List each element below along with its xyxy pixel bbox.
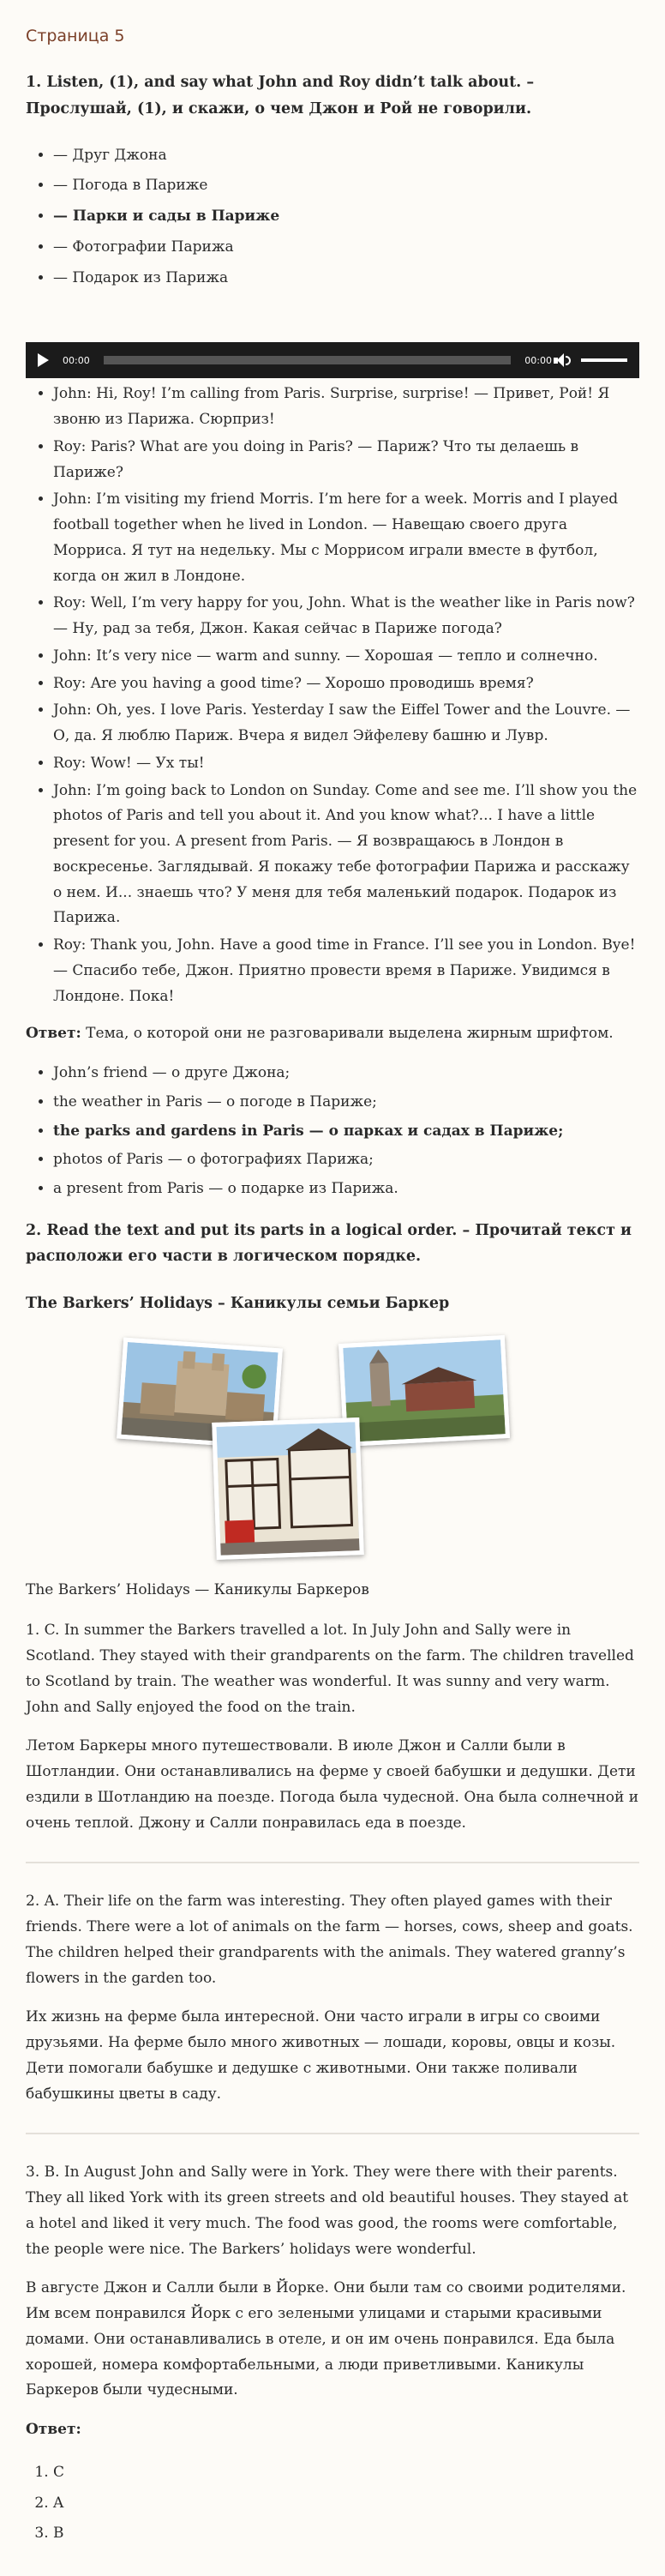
holiday-photos-illustration — [0, 1334, 665, 1566]
answer-item: • John’s friend — о друге Джона; — [53, 1061, 639, 1086]
play-icon[interactable] — [38, 353, 49, 367]
order-item: 2. A — [53, 2491, 639, 2517]
order-item: 3. B — [53, 2521, 639, 2547]
part-en: 1. C. In summer the Barkers travelled a lot. In July John and Sally were in Scotland. They stayed with their grandparents on the farm. The children travelled to Scotland by train. The weather was wonderful. It was sunny and very warm. John and Sally enjoyed the food on the train. — [26, 1622, 634, 1716]
task2-answer-label: Ответ: — [26, 2421, 81, 2439]
dialogue-line: • John: I’m visiting my friend Morris. I’m here for a week. Morris and I played football together when he lived in London. — Навещаю своего друга Морриса. Я тут на недельку. Мы с Моррисом играли вместе в футбол, когда он жил в Лондоне. — [53, 487, 639, 589]
theme-item: • — Друг Джона — [53, 143, 639, 169]
audio-player — [26, 342, 639, 378]
themes-list — [26, 143, 639, 292]
story-title: The Barkers’ Holidays – Каникулы семьи Баркер — [26, 1295, 450, 1312]
part-ru: В августе Джон и Салли были в Йорке. Они были там со своими родителями. Им всем понравился Йорк с его зелеными улицами и старыми красивыми домами. Они останавливались в отеле, и он им очень понравился. Еда была хорошей, номера комфортабельными, а люди приветливыми. Каникулы Баркеров были чудесными. — [26, 2279, 626, 2399]
answer-text: Тема, о которой они не разговаривали выделена жирным шрифтом. — [81, 1025, 614, 1043]
answers-list — [26, 1061, 639, 1202]
volume-icon[interactable] — [554, 352, 571, 368]
dialogue-line: • Roy: Paris? What are you doing in Paris? — Париж? Что ты делаешь в Париже? — [53, 435, 639, 486]
dialogue-list — [26, 382, 639, 1009]
answer-paragraph — [26, 1021, 639, 1047]
answer-item-highlighted: • the parks and gardens in Paris — о парках и садах в Париже; — [53, 1119, 639, 1145]
dialogue-line: • Roy: Are you having a good time? — Хорошо проводишь время? — [53, 671, 639, 697]
answer-item: • the weather in Paris — о погоде в Париже; — [53, 1090, 639, 1116]
dialogue-line: • John: Oh, yes. I love Paris. Yesterday I saw the Eiffel Tower and the Louvre. — О, да. Я люблю Париж. Вчера я видел Эйфелеву башню и Лувр. — [53, 698, 639, 749]
current-time: 00:00 — [63, 354, 90, 366]
answer-label: Ответ: — [26, 1025, 81, 1043]
task1-title: 1. Listen, (1), and say what John and Roy didn’t talk about. – Прослушай, (1), и скажи, о чем Джон и Рой не говорили. — [26, 74, 535, 117]
order-item: 1. C — [53, 2460, 639, 2486]
part-en: 3. B. In August John and Sally were in York. They were there with their parents. They all liked York with its green streets and old beautiful houses. They stayed at a hotel and liked it very much. The food was good, the rooms were comfortable, the people were nice. The Barkers’ holidays were wonderful. — [26, 2164, 629, 2258]
photo-york-street — [212, 1417, 363, 1560]
part-ru: Летом Баркеры много путешествовали. В июле Джон и Салли были в Шотландии. Они останавливались на ферме у своей бабушки и дедушки. Дети ездили в Шотландию на поезде. Погода была чудесной. Она была солнечной и очень теплой. Джону и Салли понравилась еда в поезде. — [26, 1737, 639, 1832]
dialogue-line: • Roy: Wow! — Ух ты! — [53, 751, 639, 777]
theme-item: • — Подарок из Парижа — [53, 266, 639, 292]
total-time: 00:00 — [524, 354, 552, 366]
page-label: Страница 5 — [26, 27, 125, 45]
order-list — [26, 2460, 639, 2547]
progress-track[interactable] — [104, 356, 512, 364]
dialogue-line: • Roy: Thank you, John. Have a good time in France. I’ll see you in London. Bye! — Спасибо тебе, Джон. Приятно провести время в Париже. Увидимся в Лондоне. Пока! — [53, 933, 639, 1009]
illustration-caption: The Barkers’ Holidays — Каникулы Баркеров — [26, 1580, 369, 1598]
task2-title: 2. Read the text and put its parts in a logical order. – Прочитай текст и расположи его части в логическом порядке. — [26, 1221, 632, 1266]
divider — [26, 2133, 639, 2134]
dialogue-line: • John: It’s very nice — warm and sunny. — Хорошая — тепло и солнечно. — [53, 644, 639, 670]
divider — [26, 1862, 639, 1863]
theme-item: • — Фотографии Парижа — [53, 235, 639, 261]
volume-slider[interactable] — [581, 358, 627, 362]
part-ru: Их жизнь на ферме была интересной. Они часто играли в игры со своими друзьями. На ферме было много животных — лошади, коровы, овцы и козы. Дети помогали бабушке и дедушке с животными. Они также поливали бабушкины цветы в саду. — [26, 2008, 616, 2103]
answer-item: • a present from Paris — о подарке из Парижа. — [53, 1177, 639, 1202]
part-en: 2. A. Their life on the farm was interesting. They often played games with their friends. There were a lot of animals on the farm — horses, cows, sheep and goats. The children helped their grandparents with the animals. They watered granny’s flowers in the garden too. — [26, 1893, 633, 1987]
answer-item: • photos of Paris — о фотографиях Парижа; — [53, 1147, 639, 1173]
photo-york-houses — [338, 1335, 510, 1447]
dialogue-line: • Roy: Well, I’m very happy for you, John. What is the weather like in Paris now? — Ну, рад за тебя, Джон. Какая сейчас в Париже погода? — [53, 591, 639, 642]
theme-item: • — Погода в Париже — [53, 173, 639, 199]
dialogue-line: • John: Hi, Roy! I’m calling from Paris. Surprise, surprise! — Привет, Рой! Я звоню из Парижа. Сюрприз! — [53, 382, 639, 433]
dialogue-line: • John: I’m going back to London on Sunday. Come and see me. I’ll show you the photos of Paris and tell you about it. And you know what?... I have a little present for you. A present from Paris. — Я возвращаюсь в Лондон в воскресенье. Заглядывай. Я покажу тебе фотографии Парижа и расскажу о нем. И... знаешь что? У меня для тебя маленький подарок. Подарок из Парижа. — [53, 779, 639, 932]
theme-item-highlighted: • — Парки и сады в Париже — [53, 204, 639, 230]
